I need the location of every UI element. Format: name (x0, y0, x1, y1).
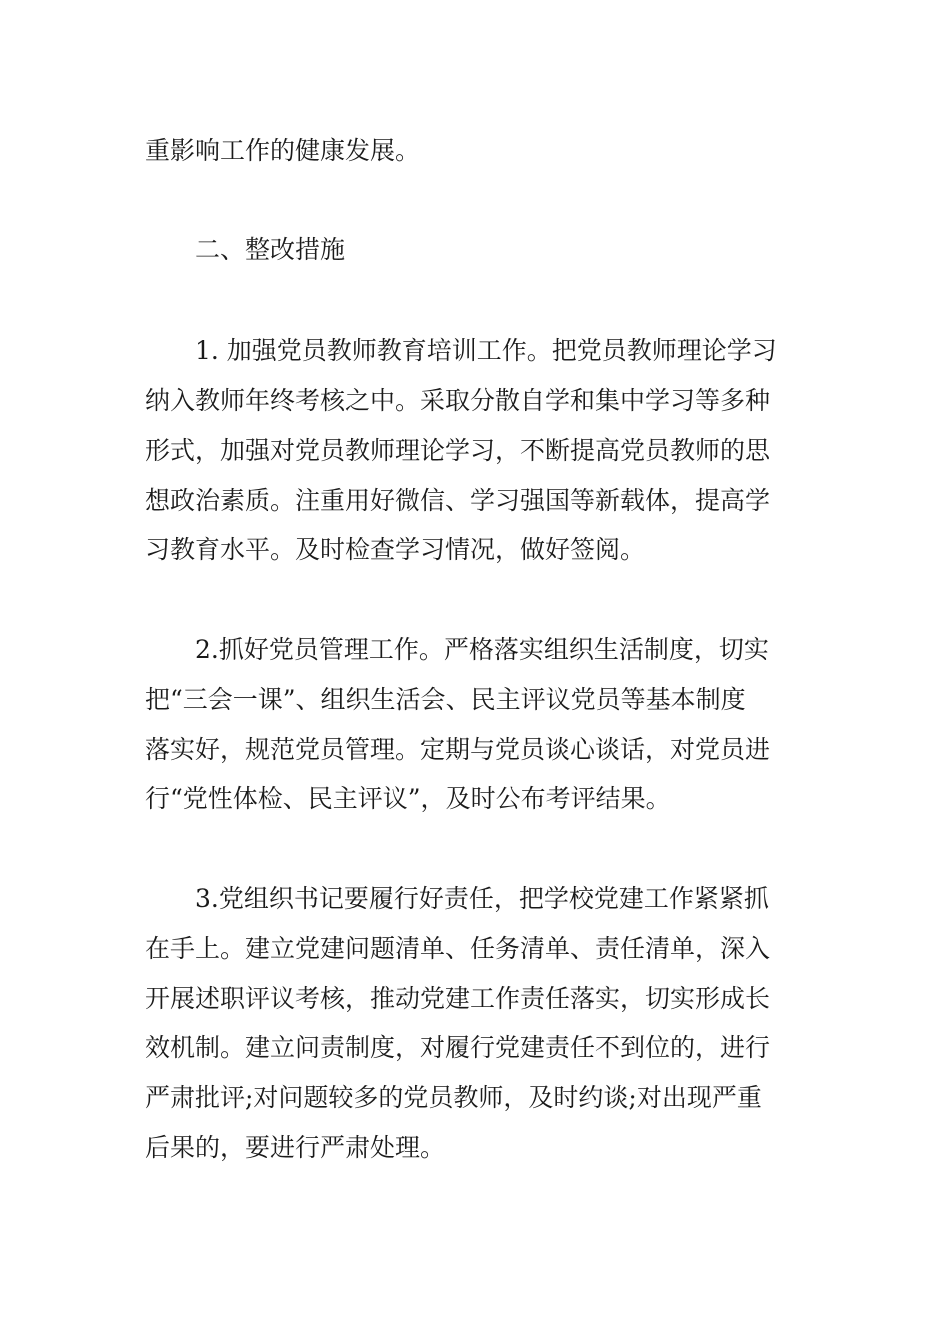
paragraph-1-line-5: 习教育水平。及时检查学习情况，做好签阅。 (145, 535, 646, 564)
paragraph-3-line-4: 效机制。建立问责制度，对履行党建责任不到位的，进行 (145, 1033, 771, 1062)
paragraph-3-line-3: 开展述职评议考核，推动党建工作责任落实，切实形成长 (145, 984, 771, 1013)
paragraph-1-line-1: 1. 加强党员教师教育培训工作。把党员教师理论学习 (195, 336, 777, 365)
paragraph-3-line-1: 3.党组织书记要履行好责任，把学校党建工作紧紧抓 (195, 884, 769, 913)
paragraph-2-line-1: 2.抓好党员管理工作。严格落实组织生活制度，切实 (195, 635, 769, 664)
paragraph-1-line-3: 形式，加强对党员教师理论学习，不断提高党员教师的思 (145, 436, 771, 465)
paragraph-2-line-4: 行“党性体检、民主评议”，及时公布考评结果。 (145, 784, 671, 813)
paragraph-2-line-3: 落实好，规范党员管理。定期与党员谈心谈话，对党员进 (145, 735, 771, 764)
text-line-continuation: 重影响工作的健康发展。 (145, 136, 421, 165)
paragraph-2-line-2: 把“三会一课”、组织生活会、民主评议党员等基本制度 (145, 685, 746, 714)
section-heading: 二、整改措施 (195, 235, 346, 264)
paragraph-1-line-4: 想政治素质。注重用好微信、学习强国等新载体，提高学 (145, 486, 771, 515)
paragraph-3-line-2: 在手上。建立党建问题清单、任务清单、责任清单，深入 (145, 934, 771, 963)
paragraph-3-line-6: 后果的，要进行严肃处理。 (145, 1133, 446, 1162)
paragraph-1-line-2: 纳入教师年终考核之中。采取分散自学和集中学习等多种 (145, 386, 771, 415)
paragraph-3-line-5: 严肃批评;对问题较多的党员教师，及时约谈;对出现严重 (145, 1083, 762, 1112)
